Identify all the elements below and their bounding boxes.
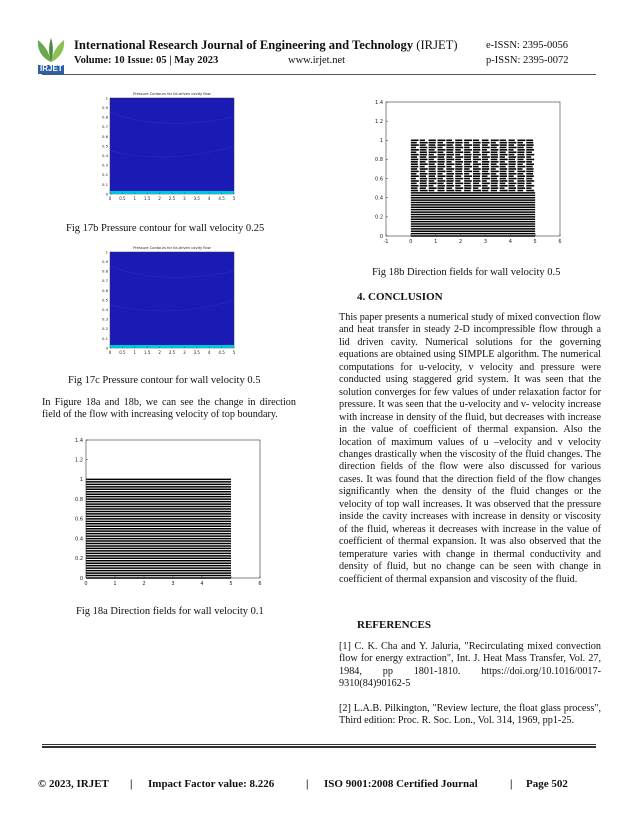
- pissn: p-ISSN: 2395-0072: [486, 55, 569, 66]
- x-tick-label: 2.5: [168, 196, 176, 201]
- footer-page-number: Page 502: [526, 778, 568, 790]
- y-tick-label: 0.8: [101, 114, 108, 120]
- header-rule: [42, 74, 596, 75]
- y-tick-label: 1.4: [75, 437, 83, 444]
- footer-sep-1: |: [130, 778, 133, 790]
- y-tick-label: 1: [79, 477, 83, 484]
- x-tick-label: 0: [108, 350, 112, 355]
- x-tick-label: 1.5: [144, 196, 151, 201]
- contour-fill: [110, 98, 234, 194]
- x-tick-label: 2.5: [168, 350, 176, 355]
- y-tick-label: 0: [105, 345, 108, 351]
- footer-iso: ISO 9001:2008 Certified Journal: [324, 778, 478, 790]
- conclusion-heading: 4. CONCLUSION: [357, 291, 443, 303]
- x-tick-label: 0: [108, 196, 112, 201]
- x-tick-label: 5: [229, 581, 233, 587]
- y-tick-label: 0.5: [101, 297, 108, 303]
- x-tick-label: 3: [183, 196, 186, 201]
- y-tick-label: 1: [105, 249, 108, 255]
- footer-sep-2: |: [306, 778, 309, 790]
- y-tick-label: 0.4: [75, 536, 83, 543]
- fig18b-caption: Fig 18b Direction fields for wall velocity 0.5: [372, 267, 561, 278]
- y-tick-label: 0: [79, 575, 83, 582]
- journal-title: [74, 38, 458, 53]
- fig18a-caption: Fig 18a Direction fields for wall velocity 0.1: [76, 606, 264, 617]
- fig17c-pressure-contour: [90, 244, 240, 362]
- x-tick-label: 5: [232, 350, 236, 355]
- x-tick-label: 1: [133, 350, 137, 355]
- x-tick-label: 3.5: [193, 196, 200, 201]
- x-tick-label: 3: [183, 350, 186, 355]
- y-tick-label: 0.1: [101, 335, 108, 341]
- x-tick-label: 2: [142, 581, 146, 587]
- y-tick-label: 1.2: [75, 457, 83, 464]
- y-tick-label: 0.4: [101, 153, 108, 158]
- y-tick-label: 0.2: [101, 172, 108, 178]
- footer-rule: [42, 744, 596, 745]
- footer-copyright: © 2023, IRJET: [38, 778, 109, 790]
- y-tick-label: 0.3: [101, 316, 108, 322]
- y-tick-label: 0.6: [101, 287, 108, 293]
- x-tick-label: 0.5: [119, 196, 126, 201]
- y-tick-label: 0.9: [101, 259, 108, 264]
- y-tick-label: 0.2: [75, 556, 83, 563]
- y-tick-label: 0.4: [101, 307, 108, 312]
- x-tick-label: 4: [508, 239, 512, 245]
- x-tick-label: 3: [171, 581, 175, 587]
- journal-logo: [34, 36, 68, 76]
- x-tick-label: 0: [409, 239, 413, 245]
- x-tick-label: 4.5: [218, 196, 225, 201]
- y-tick-label: 0.2: [375, 214, 383, 221]
- y-tick-label: 1.2: [375, 118, 383, 125]
- x-tick-label: 0.5: [119, 350, 126, 355]
- y-tick-label: 0.3: [101, 162, 108, 168]
- x-tick-label: 1: [133, 196, 137, 201]
- y-tick-label: 0.8: [375, 157, 383, 164]
- y-tick-label: 0.8: [75, 496, 83, 503]
- x-tick-label: 2: [158, 350, 161, 355]
- y-tick-label: 0.1: [101, 181, 108, 187]
- x-tick-label: 4: [207, 350, 211, 355]
- y-tick-label: 1: [379, 138, 383, 145]
- eissn: e-ISSN: 2395-0056: [486, 40, 568, 51]
- chart-title: Pressure Contours for lid-driven cavity flow: [133, 246, 211, 250]
- x-tick-label: 6: [558, 239, 562, 245]
- reference-2: [2] L.A.B. Pilkington, "Review lecture, the float glass process", Third edition: Proc. R. Soc. Lon., Vol. 314, 1969, pp1-25.: [339, 703, 601, 727]
- volume-issue: Volume: 10 Issue: 05 | May 2023: [74, 55, 219, 66]
- y-tick-label: 0.9: [101, 105, 108, 110]
- conclusion-text: This paper presents a numerical study of mixed convection flow and heat transfer in steady 2-D incompressible flow through a lid driven cavity. Numerical solutions for the governing equations are obtained using SIMPLE algorithm. The numerical computations for u-velocity, v velocity and pressure were conducted using staggered grid system. It was seen that the solution converges for few values of under relaxation factor for pressure. It was seen that the u-velocity and v- velocity increase with increase in density of the fluid, but decreases with increase in the value of coefficient of thermal expansion. Also the location of maximum values of u –velocity and v velocity changes drastically when the viscosity of the fluid changes. The direction fields of the flow were also discussed for various cases. It was found that the direction field of the flow changes significantly when the density of the fluid changes or the velocity of top wall increases. It was observed that the pressure inside the cavity increases with increase in density or viscosity of the fluid, whereas it decreases with increase in the value of coefficient of thermal expansion. It was also observed that the temperature varies with change in thermal conductivity and density of fluid, but no change can be seen with change in coefficient of thermal expansion and viscosity of the fluid.: [339, 312, 601, 585]
- logo-text: IRJET: [40, 64, 63, 73]
- y-tick-label: 0: [105, 191, 108, 197]
- x-tick-label: -1: [383, 239, 389, 245]
- fig18a-direction-field: [66, 434, 270, 592]
- chart-title: Pressure Contours for lid-driven cavity flow: [133, 92, 211, 96]
- x-tick-label: 2: [458, 239, 463, 245]
- x-tick-label: 4: [200, 581, 204, 587]
- x-tick-label: 6: [258, 581, 262, 587]
- y-tick-label: 0.8: [101, 268, 108, 274]
- y-tick-label: 1: [105, 95, 108, 101]
- x-tick-label: 1.5: [144, 350, 151, 355]
- x-tick-label: 1: [434, 239, 438, 245]
- journal-abbrev: (IRJET): [416, 38, 458, 52]
- y-tick-label: 0.6: [101, 133, 108, 139]
- y-tick-label: 0.7: [101, 278, 108, 284]
- website-link[interactable]: www.irjet.net: [288, 55, 346, 66]
- x-tick-label: 1: [113, 581, 117, 587]
- y-tick-label: 0.6: [375, 176, 383, 183]
- y-tick-label: 0.5: [101, 143, 108, 149]
- x-tick-label: 2: [158, 196, 161, 201]
- fig18b-direction-field: [366, 96, 570, 250]
- y-tick-label: 1.4: [375, 99, 383, 106]
- x-tick-label: 4.5: [218, 350, 225, 355]
- y-tick-label: 0.2: [101, 326, 108, 332]
- fig17c-caption: Fig 17c Pressure contour for wall velocity 0.5: [68, 375, 261, 386]
- x-tick-label: 4: [207, 196, 211, 201]
- x-tick-label: 0: [84, 581, 88, 587]
- references-heading: REFERENCES: [357, 619, 431, 631]
- y-tick-label: 0.4: [375, 195, 383, 202]
- fig17b-pressure-contour: [90, 90, 240, 208]
- fig17b-caption: Fig 17b Pressure contour for wall velocity 0.25: [66, 223, 265, 234]
- reference-1: [1] C. K. Cha and Y. Jaluria, "Recirculating mixed convection flow for energy extraction", Int. J. Heat Mass Transfer, Vol. 27, 1984, pp 1801-1810. https://doi.org/10.1016/0017-9310(84)90162-5: [339, 641, 601, 690]
- x-tick-label: 5: [533, 239, 537, 245]
- footer-sep-3: |: [510, 778, 513, 790]
- y-tick-label: 0.6: [75, 516, 83, 523]
- x-tick-label: 3.5: [193, 350, 200, 355]
- x-tick-label: 3: [483, 239, 488, 245]
- figure-18-paragraph: In Figure 18a and 18b, we can see the change in direction field of the flow with increasing velocity of top boundary.: [42, 397, 296, 421]
- y-tick-label: 0.7: [101, 124, 108, 130]
- x-tick-label: 5: [232, 196, 236, 201]
- contour-fill: [110, 252, 234, 348]
- footer-impact-factor: Impact Factor value: 8.226: [148, 778, 275, 790]
- y-tick-label: 0: [379, 233, 383, 240]
- journal-name: International Research Journal of Engineering and Technology: [74, 38, 414, 52]
- footer-rule-thick: [42, 746, 596, 748]
